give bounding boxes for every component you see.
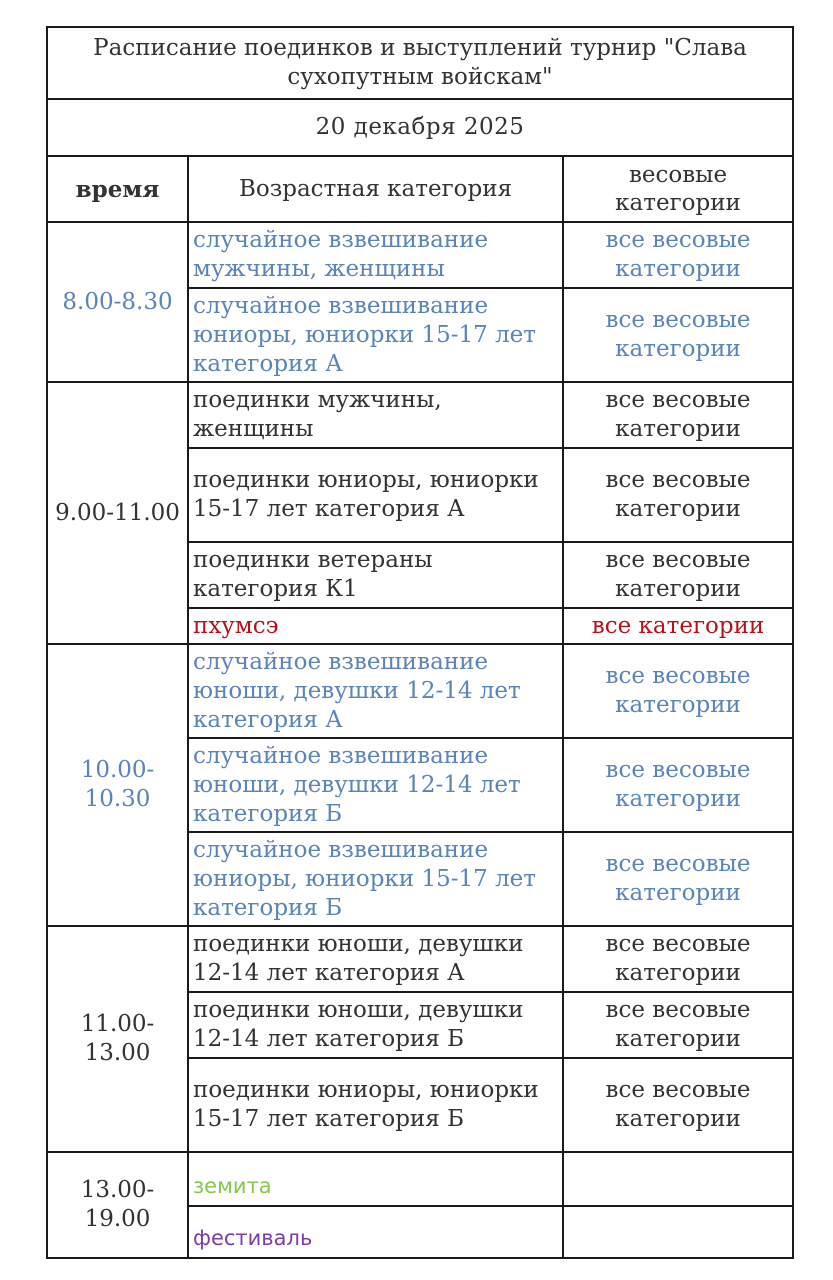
header-age-category: Возрастная категория	[188, 156, 563, 222]
schedule-title: Расписание поединков и выступлений турнир "Слава сухопутным войскам"	[47, 27, 793, 99]
event-description: случайное взвешивание юноши, девушки 12-14 лет категория А	[188, 644, 563, 738]
time-slot: 13.00-19.00	[47, 1152, 188, 1258]
time-slot: 11.00-13.00	[47, 926, 188, 1152]
weight-category: все весовые категории	[563, 738, 793, 832]
weight-category: все весовые категории	[563, 222, 793, 288]
weight-category: все весовые категории	[563, 1058, 793, 1152]
event-description: пхумсэ	[188, 608, 563, 644]
weight-category: все весовые категории	[563, 832, 793, 926]
time-slot: 9.00-11.00	[47, 382, 188, 644]
weight-category: все весовые категории	[563, 382, 793, 448]
weight-category	[563, 1206, 793, 1258]
event-description: поединки юниоры, юниорки 15-17 лет категория А	[188, 448, 563, 542]
event-description: случайное взвешивание мужчины, женщины	[188, 222, 563, 288]
weight-category: все весовые категории	[563, 542, 793, 608]
weight-category	[563, 1152, 793, 1206]
event-description: поединки юниоры, юниорки 15-17 лет категория Б	[188, 1058, 563, 1152]
event-description: поединки ветераны категория К1	[188, 542, 563, 608]
schedule-date: 20 декабря 2025	[47, 99, 793, 156]
weight-category: все весовые категории	[563, 926, 793, 992]
time-slot: 10.00-10.30	[47, 644, 188, 926]
event-description: поединки юноши, девушки 12-14 лет категория А	[188, 926, 563, 992]
weight-category: все весовые категории	[563, 288, 793, 382]
weight-category: все категории	[563, 608, 793, 644]
weight-category: все весовые категории	[563, 992, 793, 1058]
header-time: время	[47, 156, 188, 222]
event-description: случайное взвешивание юниоры, юниорки 15-17 лет категория Б	[188, 832, 563, 926]
weight-category: все весовые категории	[563, 644, 793, 738]
event-description: поединки мужчины, женщины	[188, 382, 563, 448]
event-description: поединки юноши, девушки 12-14 лет категория Б	[188, 992, 563, 1058]
header-weight-category: весовые категории	[563, 156, 793, 222]
schedule-document	[46, 26, 792, 1259]
event-description: земита	[188, 1152, 563, 1206]
event-description: случайное взвешивание юниоры, юниорки 15-17 лет категория А	[188, 288, 563, 382]
schedule-table	[46, 26, 794, 1259]
event-description: случайное взвешивание юноши, девушки 12-14 лет категория Б	[188, 738, 563, 832]
event-description: фестиваль	[188, 1206, 563, 1258]
weight-category: все весовые категории	[563, 448, 793, 542]
time-slot: 8.00-8.30	[47, 222, 188, 382]
